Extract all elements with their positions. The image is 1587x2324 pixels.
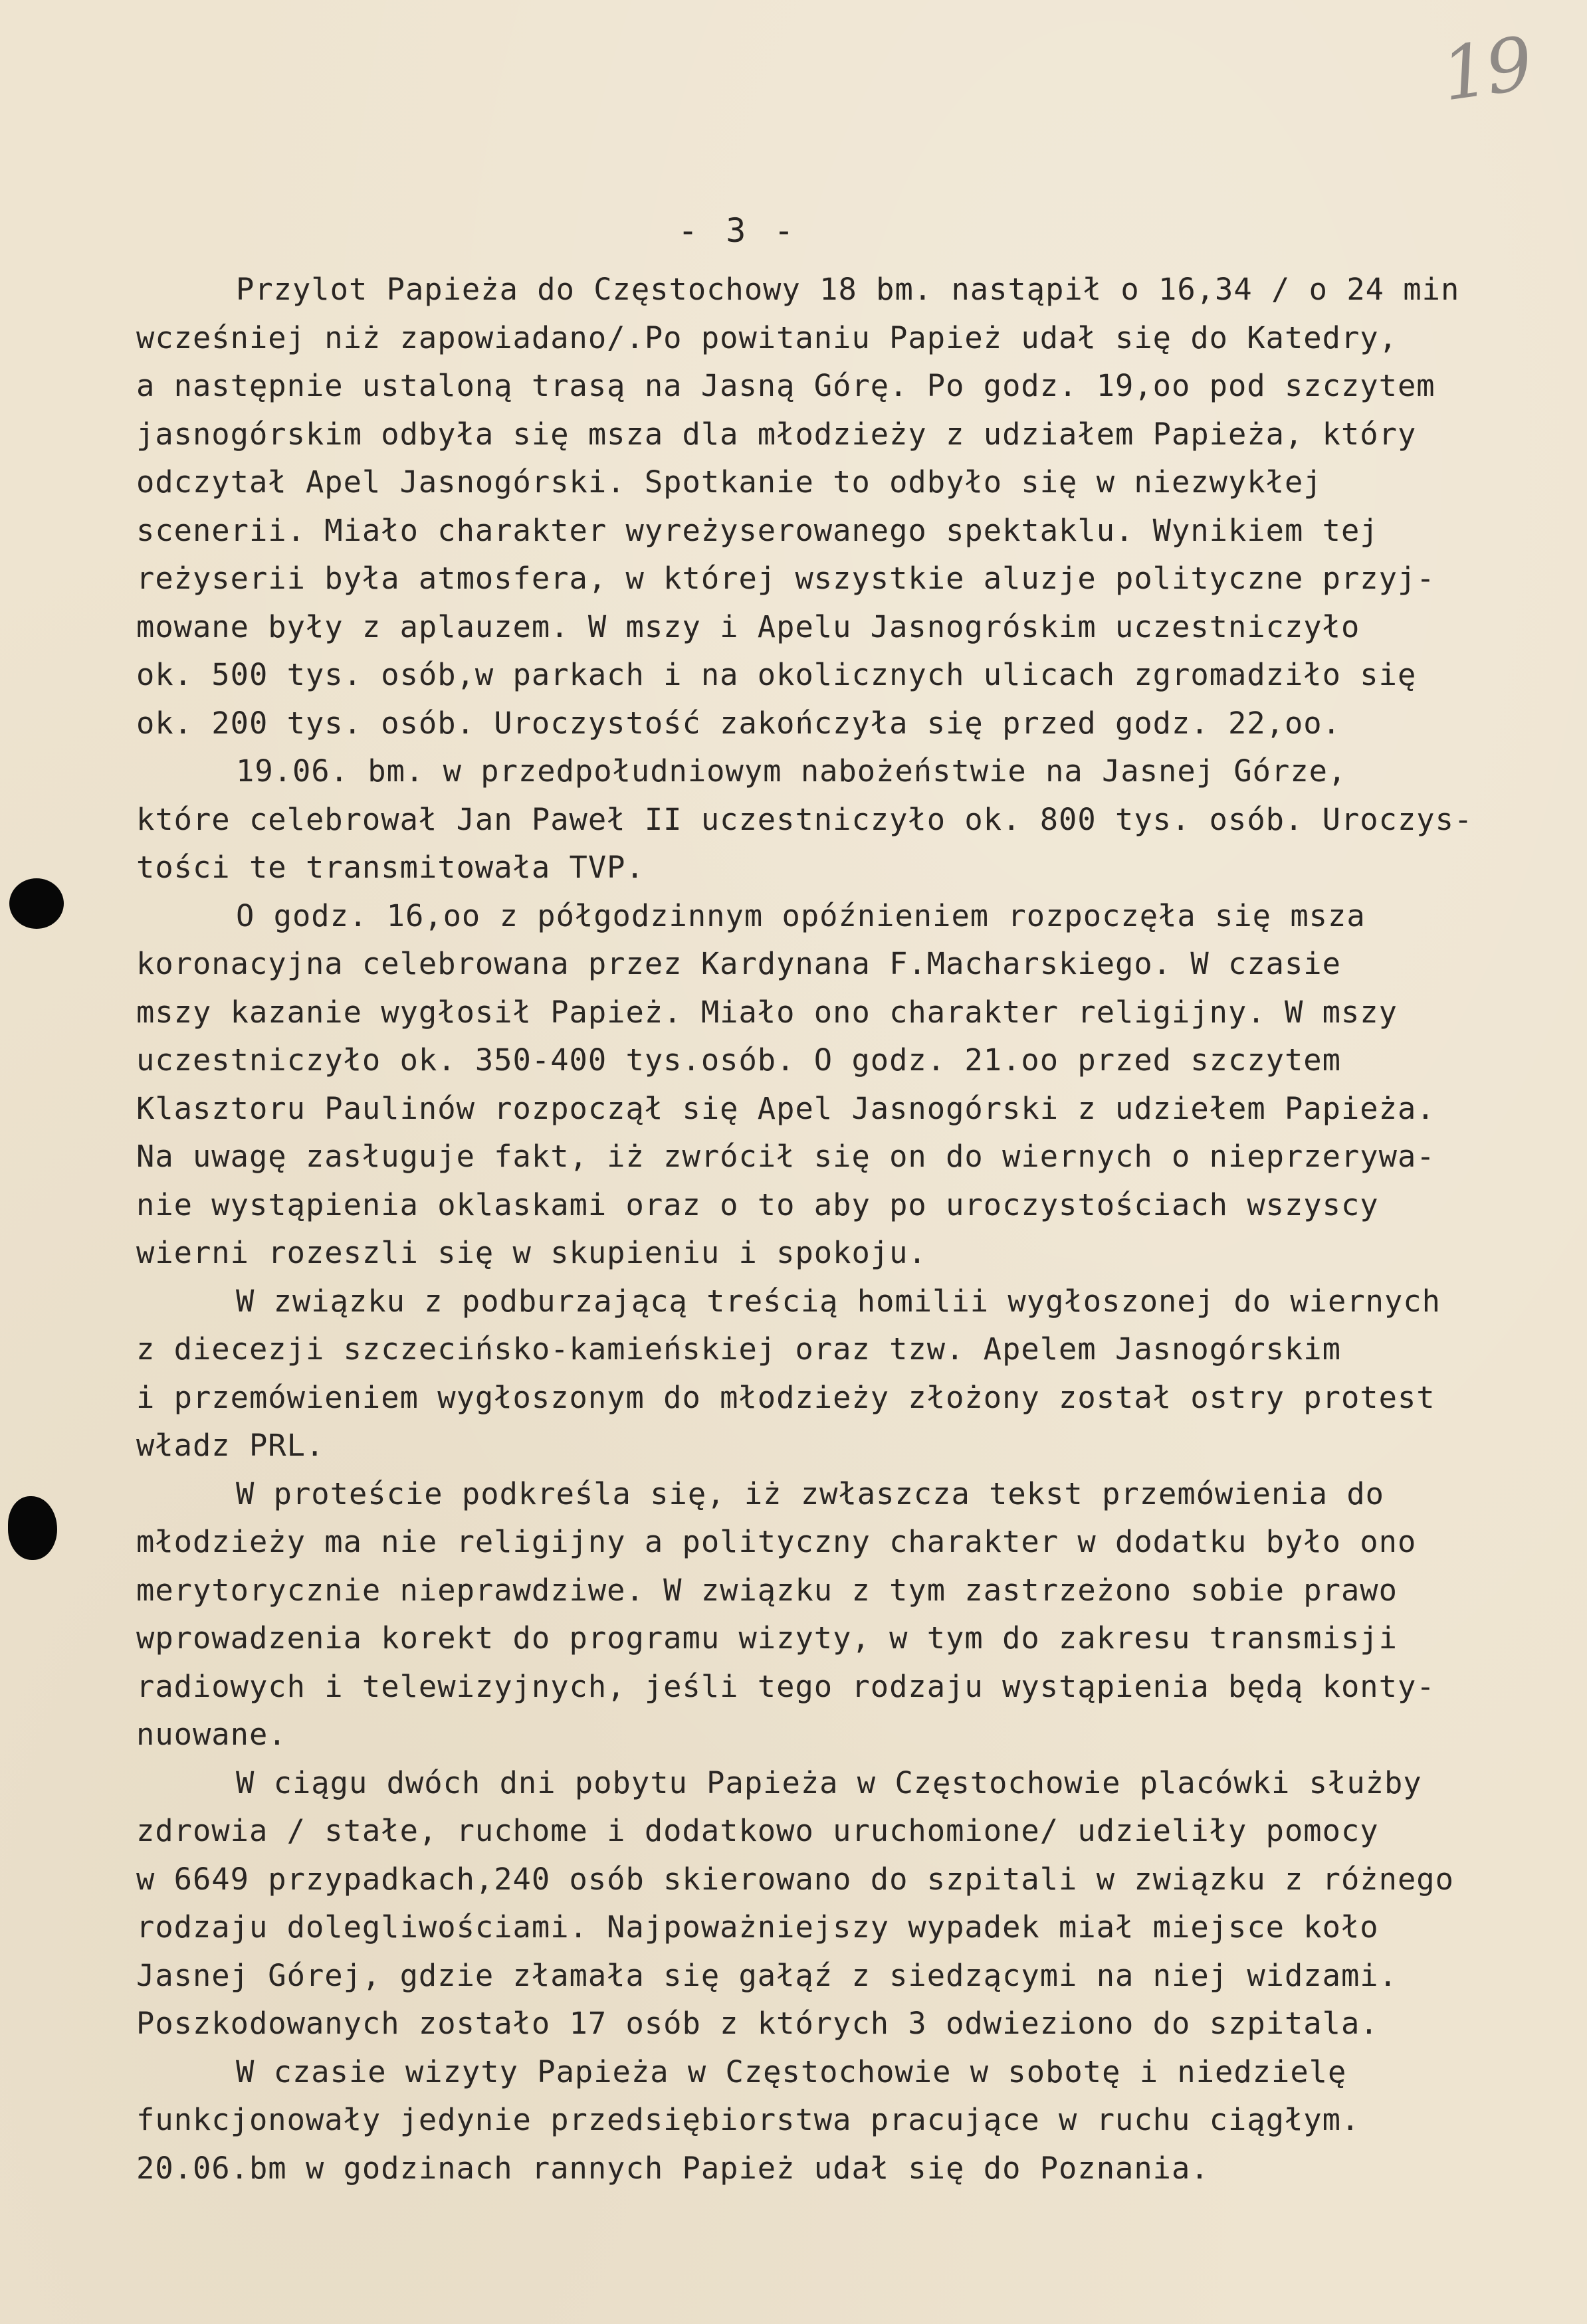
text-line: młodzieży ma nie religijny a polityczny charakter w dodatku było ono bbox=[136, 1524, 1417, 1559]
archive-page-number: 19 bbox=[1436, 21, 1536, 118]
text-line: nie wystąpienia oklaskami oraz o to aby po uroczystościach wszyscy bbox=[136, 1187, 1379, 1222]
text-line: W ciągu dwóch dni pobytu Papieża w Częstochowie placówki służby bbox=[236, 1765, 1422, 1800]
text-line: które celebrował Jan Paweł II uczestniczyło ok. 800 tys. osób. Uroczys- bbox=[136, 801, 1473, 837]
text-line: funkcjonowały jedynie przedsiębiorstwa pracujące w ruchu ciągłym. bbox=[136, 2102, 1360, 2137]
text-line: wprowadzenia korekt do programu wizyty, w tym do zakresu transmisji bbox=[136, 1620, 1398, 1656]
text-line: ok. 500 tys. osób,w parkach i na okolicznych ulicach zgromadziło się bbox=[136, 657, 1417, 692]
text-line: W czasie wizyty Papieża w Częstochowie w sobotę i niedzielę bbox=[236, 2054, 1347, 2089]
text-line: scenerii. Miało charakter wyreżyserowanego spektaklu. Wynikiem tej bbox=[136, 512, 1379, 548]
text-line: uczestniczyło ok. 350-400 tys.osób. O godz. 21.oo przed szczytem bbox=[136, 1042, 1341, 1078]
text-line: mszy kazanie wygłosił Papież. Miało ono charakter religijny. W mszy bbox=[136, 994, 1398, 1030]
text-line: zdrowia / stałe, ruchome i dodatkowo uruchomione/ udzieliły pomocy bbox=[136, 1813, 1379, 1848]
punch-hole-top bbox=[9, 878, 64, 929]
text-line: mowane były z aplauzem. W mszy i Apelu Jasnogróskim uczestniczyło bbox=[136, 609, 1360, 644]
text-line: reżyserii była atmosfera, w której wszystkie aluzje polityczne przyj- bbox=[136, 561, 1435, 596]
text-line: Poszkodowanych zostało 17 osób z których 3 odwieziono do szpitala. bbox=[136, 2006, 1379, 2041]
text-line: koronacyjna celebrowana przez Kardynana F.Macharskiego. W czasie bbox=[136, 946, 1341, 981]
text-line: 20.06.bm w godzinach rannych Papież udał się do Poznania. bbox=[136, 2150, 1210, 2186]
typewritten-text bbox=[136, 266, 1505, 2192]
text-line: ok. 200 tys. osób. Uroczystość zakończyła się przed godz. 22,oo. bbox=[136, 705, 1341, 741]
text-line: w 6649 przypadkach,240 osób skierowano do szpitali w związku z różnego bbox=[136, 1861, 1454, 1897]
text-line: rodzaju dolegliwościami. Najpoważniejszy wypadek miał miejsce koło bbox=[136, 1909, 1379, 1945]
page-number: - 3 - bbox=[678, 211, 798, 250]
text-line: jasnogórskim odbyła się msza dla młodzieży z udziałem Papieża, który bbox=[136, 416, 1417, 452]
text-line: W proteście podkreśla się, iż zwłaszcza tekst przemówienia do bbox=[236, 1476, 1384, 1511]
text-line: Jasnej Górej, gdzie złamała się gałąź z siedzącymi na niej widzami. bbox=[136, 1957, 1398, 1993]
text-line: odczytał Apel Jasnogórski. Spotkanie to odbyło się w niezwykłej bbox=[136, 464, 1322, 500]
text-line: nuowane. bbox=[136, 1717, 287, 1752]
text-line: władz PRL. bbox=[136, 1428, 325, 1463]
text-line: wierni rozeszli się w skupieniu i spokoju. bbox=[136, 1235, 927, 1270]
text-line: i przemówieniem wygłoszonym do młodzieży złożony został ostry protest bbox=[136, 1379, 1435, 1415]
text-line: W związku z podburzającą treścią homilii wygłoszonej do wiernych bbox=[236, 1283, 1441, 1319]
text-line: Klasztoru Paulinów rozpoczął się Apel Jasnogórski z udziełem Papieża. bbox=[136, 1090, 1435, 1126]
text-line: a następnie ustaloną trasą na Jasną Górę. Po godz. 19,oo pod szczytem bbox=[136, 368, 1435, 403]
text-line: Przylot Papieża do Częstochowy 18 bm. nastąpił o 16,34 / o 24 min bbox=[236, 272, 1460, 307]
text-line: 19.06. bm. w przedpołudniowym nabożeństwie na Jasnej Górze, bbox=[236, 753, 1347, 789]
text-line: wcześniej niż zapowiadano/.Po powitaniu Papież udał się do Katedry, bbox=[136, 320, 1398, 355]
text-line: radiowych i telewizyjnych, jeśli tego rodzaju wystąpienia będą konty- bbox=[136, 1668, 1435, 1704]
text-line: tości te transmitowała TVP. bbox=[136, 850, 645, 885]
punch-hole-bottom bbox=[8, 1496, 57, 1560]
text-line: z diecezji szczecińsko-kamieńskiej oraz tzw. Apelem Jasnogórskim bbox=[136, 1331, 1341, 1367]
text-line: O godz. 16,oo z półgodzinnym opóźnieniem rozpoczęła się msza bbox=[236, 898, 1366, 933]
text-line: Na uwagę zasługuje fakt, iż zwrócił się on do wiernych o nieprzerywa- bbox=[136, 1139, 1435, 1174]
text-line: merytorycznie nieprawdziwe. W związku z tym zastrzeżono sobie prawo bbox=[136, 1572, 1398, 1608]
